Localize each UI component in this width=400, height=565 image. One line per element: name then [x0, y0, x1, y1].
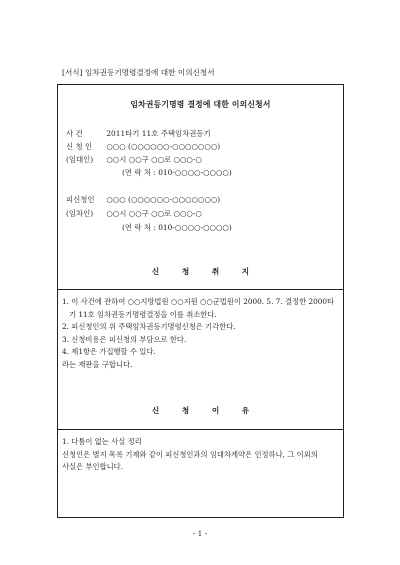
respondent-role: (임차인) [66, 209, 94, 218]
respondent-address: ○○시 ○○구 ○○로 ○○○-○ [106, 209, 202, 218]
purpose-divider [58, 289, 343, 290]
respondent-address-row [66, 209, 202, 218]
purpose-list [62, 296, 341, 371]
reasons-item: 신청인은 별지 목록 기재와 같이 피신청인과의 임대차계약은 인정하나, 그 이외의 [62, 449, 318, 459]
case-row [66, 129, 211, 138]
page-number: - 1 - [192, 529, 208, 538]
applicant-contact: (연 락 처 : 010-○○○○-○○○○) [122, 168, 232, 177]
purpose-item: 3. 신청비용은 피신청의 부담으로 한다. [62, 334, 187, 344]
reasons-item: 1. 다툼이 없는 사실 정리 [62, 437, 142, 446]
document-frame [57, 84, 344, 518]
document-title: 임차권등기명령 결정에 대한 이의신청서 [130, 100, 271, 109]
case-value: 2011타기 11호 주택임차권등기 [106, 129, 211, 138]
purpose-item: 1. 이 사건에 관하여 ○○지방법원 ○○지원 ○○군법원이 2000. 5. 7. 결정한 2000타 [62, 297, 335, 306]
reasons-heading: 신 청 이 유 [151, 406, 260, 415]
applicant-address-row [66, 155, 202, 164]
purpose-heading: 신 청 취 지 [151, 267, 260, 276]
applicant-role: (임대인) [66, 155, 94, 164]
purpose-item: 4. 제1항은 가집행할 수 있다. [62, 347, 156, 356]
page-header-label: [서식] 임차권등기명령결정에 대한 이의신청서 [62, 68, 215, 77]
respondent-name-row [66, 195, 220, 204]
applicant-name: ○○○ (○○○○○○-○○○○○○○) [106, 142, 221, 151]
respondent-contact: (연 락 처 : 010-○○○○-○○○○) [122, 223, 232, 232]
respondent-label: 피신청인 [66, 195, 95, 204]
purpose-item: 기 11호 임차권등기명령결정을 이를 취소한다. [62, 309, 217, 319]
applicant-label: 신 청 인 [66, 142, 93, 151]
applicant-name-row [66, 142, 220, 151]
reasons-list [62, 436, 341, 474]
purpose-item: 2. 피신청인의 위 주택임차권등기명령신청은 기각한다. [62, 322, 236, 331]
reasons-divider [58, 429, 343, 430]
respondent-name: ○○○ (○○○○○○-○○○○○○○) [106, 195, 221, 204]
case-label: 사 건 [66, 129, 83, 138]
reasons-item: 사실은 부인합니다. [62, 462, 124, 471]
purpose-item: 라는 재판을 구합니다. [62, 359, 133, 369]
applicant-address: ○○시 ○○구 ○○로 ○○○-○ [106, 155, 202, 164]
